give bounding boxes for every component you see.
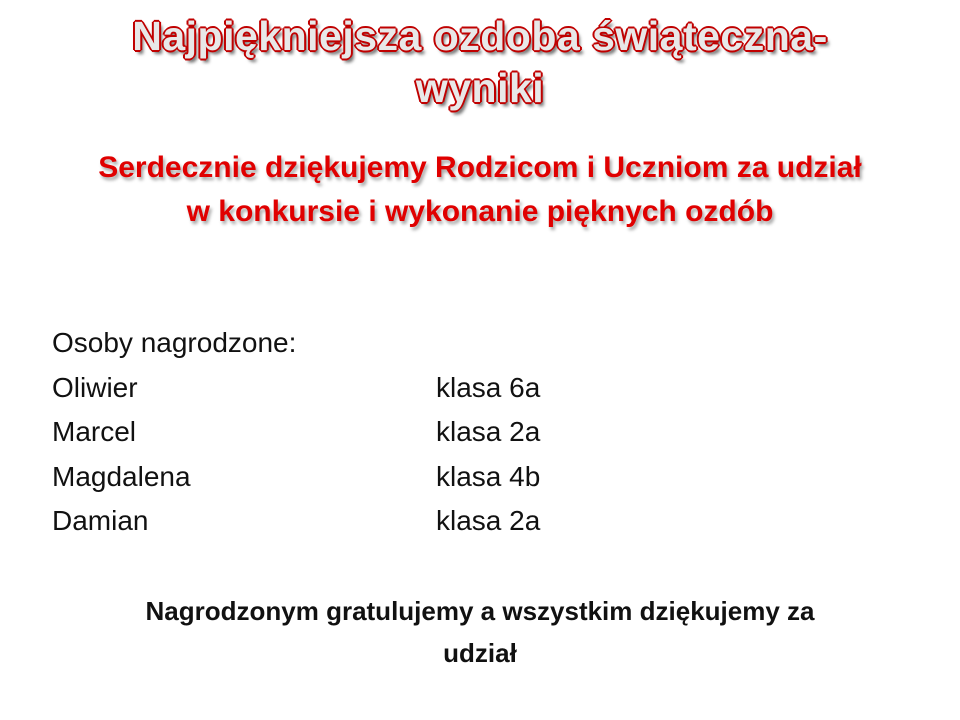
winner-class: klasa 6a bbox=[436, 371, 541, 403]
winner-name: Oliwier bbox=[52, 371, 138, 403]
winner-class: klasa 2a bbox=[436, 416, 541, 447]
winner-name: Damian bbox=[52, 505, 149, 536]
subtitle-line-1: Serdecznie dziękujemy Rodzicom i Uczniom za udział bbox=[98, 151, 862, 184]
winner-name: Magdalena bbox=[52, 460, 191, 492]
winner-row bbox=[52, 410, 752, 455]
winner-class: klasa 2a bbox=[436, 505, 541, 536]
footer-line-2: udział bbox=[443, 638, 517, 668]
page-title bbox=[0, 10, 960, 114]
winners-heading: Osoby nagrodzone: bbox=[52, 327, 297, 358]
subtitle-line-2: w konkursie i wykonanie pięknych ozdób bbox=[186, 195, 774, 228]
winners-list bbox=[52, 321, 752, 544]
winner-row bbox=[52, 366, 752, 411]
title-line-2: wyniki bbox=[415, 65, 545, 111]
winner-class: klasa 4b bbox=[436, 460, 541, 492]
thank-you-subtitle bbox=[0, 146, 960, 234]
title-line-1: Najpiękniejsza ozdoba świąteczna- bbox=[132, 13, 828, 59]
footer-line-1: Nagrodzonym gratulujemy a wszystkim dziękujemy za bbox=[145, 596, 815, 626]
congratulations-note bbox=[40, 590, 920, 674]
winner-row bbox=[52, 455, 752, 500]
winner-name: Marcel bbox=[52, 416, 137, 447]
winner-row bbox=[52, 499, 752, 544]
